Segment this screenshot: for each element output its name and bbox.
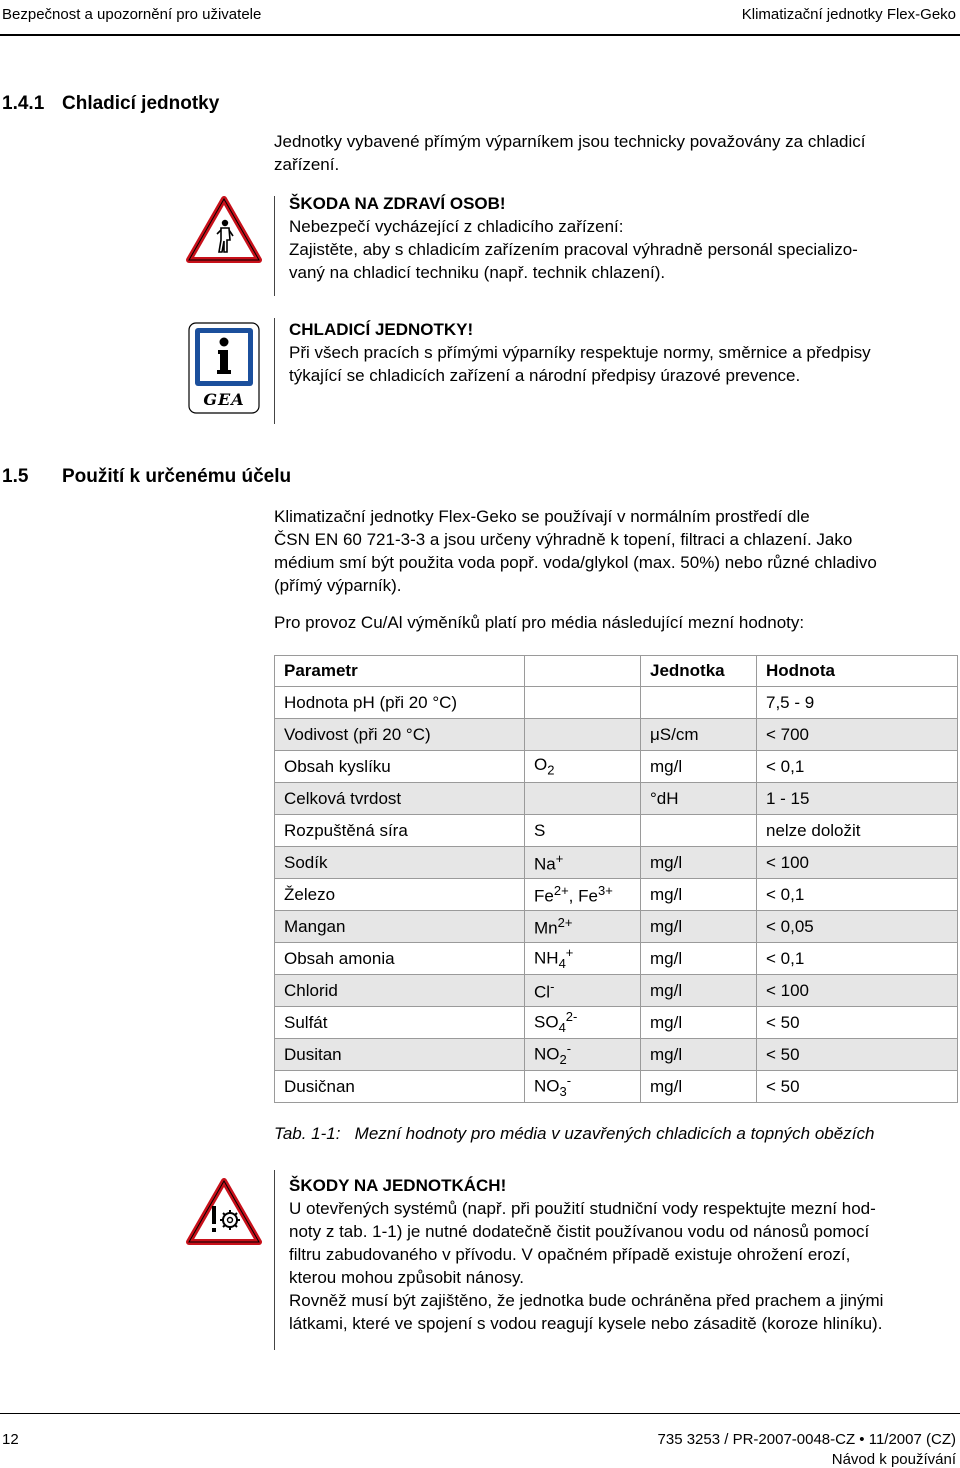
hazard-person-icon	[186, 196, 262, 264]
param-cell: Celková tvrdost	[275, 783, 525, 815]
section-heading-141	[2, 93, 219, 115]
unit-cell: mg/l	[641, 751, 757, 783]
param-cell: Sodík	[275, 847, 525, 879]
symbol-cell	[525, 719, 641, 751]
symbol-cell: $Mn^{2+}$	[525, 911, 641, 943]
symbol-cell: Na+	[525, 847, 641, 879]
unit-cell: mg/l	[641, 879, 757, 911]
warning-title: ŠKODY NA JEDNOTKÁCH!	[289, 1176, 507, 1195]
limits-table	[274, 655, 958, 1103]
warning-line: Nebezpečí vycházející z chladicího zařízení:	[289, 217, 624, 236]
value-cell: < 50	[757, 1007, 958, 1039]
warning-line: noty z tab. 1-1) je nutné dodatečně čistit používanou vodu od nánosů pomocí	[289, 1222, 870, 1241]
info-refrigeration	[289, 318, 954, 387]
value-cell: nelze doložit	[757, 815, 958, 847]
table-row	[275, 1071, 958, 1103]
warning-line: kterou mohou způsobit nánosy.	[289, 1268, 524, 1287]
unit-cell: mg/l	[641, 943, 757, 975]
header-rule	[0, 34, 960, 36]
section-number: 1.4.1	[2, 93, 45, 114]
table-header-row	[275, 656, 958, 687]
unit-cell: mg/l	[641, 911, 757, 943]
table-row	[275, 751, 958, 783]
symbol-cell: $O_2$	[525, 751, 641, 783]
document-type: Návod k používání	[831, 1451, 956, 1468]
table-row	[275, 847, 958, 879]
unit-cell: mg/l	[641, 975, 757, 1007]
value-cell: < 50	[757, 1071, 958, 1103]
caption-label: Tab. 1-1:	[274, 1124, 341, 1143]
intro-line: zařízení.	[274, 155, 340, 174]
table-row	[275, 975, 958, 1007]
table-row	[275, 783, 958, 815]
unit-cell	[641, 815, 757, 847]
section-heading-15	[2, 466, 291, 488]
header-cell: Jednotka	[641, 656, 757, 687]
param-cell: Obsah amonia	[275, 943, 525, 975]
header-cell	[525, 656, 641, 687]
header-right: Klimatizační jednotky Flex-Geko	[741, 6, 956, 23]
section-141-intro	[274, 130, 954, 176]
table-row	[275, 1007, 958, 1039]
param-cell: Sulfát	[275, 1007, 525, 1039]
unit-cell: mg/l	[641, 1071, 757, 1103]
param-cell: Vodivost (při 20 °C)	[275, 719, 525, 751]
header-left: Bezpečnost a upozornění pro uživatele	[2, 6, 262, 23]
table-caption	[274, 1124, 874, 1144]
table-row	[275, 1039, 958, 1071]
value-cell: < 0,05	[757, 911, 958, 943]
info-line: týkající se chladicích zařízení a národní předpisy úrazové prevence.	[289, 366, 801, 385]
symbol-cell: $NO_3^-$	[525, 1071, 641, 1103]
para-line: (přímý výparník).	[274, 576, 402, 595]
para-line: médium smí být použita voda popř. voda/glykol (max. 50%) nebo různé chladivo	[274, 553, 877, 572]
warning-line: látkami, které ve spojení s vodou reagují kysele nebo zásaditě (koroze hliníku).	[289, 1314, 883, 1333]
section-number: 1.5	[2, 466, 29, 487]
value-cell: < 700	[757, 719, 958, 751]
symbol-cell	[525, 687, 641, 719]
section-title: Použití k určenému účelu	[62, 466, 292, 487]
section-15-para1	[274, 505, 958, 597]
gea-logo-text: GEA	[203, 390, 245, 409]
value-cell: < 100	[757, 975, 958, 1007]
footer-rule	[0, 1413, 960, 1414]
table-row	[275, 943, 958, 975]
warning-health	[289, 192, 954, 284]
value-cell: < 0,1	[757, 751, 958, 783]
unit-cell: °dH	[641, 783, 757, 815]
caption-text: Mezní hodnoty pro média v uzavřených chladicích a topných obězích	[354, 1124, 875, 1143]
unit-cell: mg/l	[641, 847, 757, 879]
page-number: 12	[2, 1431, 19, 1448]
value-cell: 7,5 - 9	[757, 687, 958, 719]
table-row	[275, 687, 958, 719]
header-cell: Hodnota	[757, 656, 958, 687]
gea-info-icon	[188, 322, 260, 414]
warning-line: vaný na chladicí techniku (např. technik chlazení).	[289, 263, 666, 282]
warning-line: U otevřených systémů (např. při použití studniční vody respektujte mezní hod-	[289, 1199, 876, 1218]
symbol-cell: $Fe^{2+}$, $Fe^{3+}$	[525, 879, 641, 911]
header-cell: Parametr	[275, 656, 525, 687]
value-cell: < 0,1	[757, 879, 958, 911]
param-cell: Mangan	[275, 911, 525, 943]
table-row	[275, 719, 958, 751]
info-divider	[274, 318, 275, 424]
param-cell: Rozpuštěná síra	[275, 815, 525, 847]
table-row	[275, 911, 958, 943]
warning-line: Rovněž musí být zajištěno, že jednotka bude ochráněna před prachem a jinými	[289, 1291, 884, 1310]
hazard-gear-icon	[186, 1178, 262, 1246]
warning-line: Zajistěte, aby s chladicím zařízením pracoval výhradně personál specializo-	[289, 240, 858, 259]
info-line: Při všech pracích s přímými výparníky respektuje normy, směrnice a předpisy	[289, 343, 871, 362]
symbol-cell: $SO_4^{2-}$	[525, 1007, 641, 1039]
param-cell: Železo	[275, 879, 525, 911]
unit-cell: μS/cm	[641, 719, 757, 751]
warning-divider	[274, 1170, 275, 1350]
param-cell: Obsah kyslíku	[275, 751, 525, 783]
para-line: Klimatizační jednotky Flex-Geko se používají v normálním prostředí dle	[274, 507, 810, 526]
value-cell: < 100	[757, 847, 958, 879]
param-cell: Dusitan	[275, 1039, 525, 1071]
symbol-cell	[525, 783, 641, 815]
unit-cell	[641, 687, 757, 719]
value-cell: < 0,1	[757, 943, 958, 975]
table-row	[275, 879, 958, 911]
value-cell: < 50	[757, 1039, 958, 1071]
param-cell: Chlorid	[275, 975, 525, 1007]
section-title: Chladicí jednotky	[62, 93, 220, 114]
table-row	[275, 815, 958, 847]
page-header	[0, 0, 960, 36]
warning-divider	[274, 196, 275, 296]
section-15-para2: Pro provoz Cu/Al výměníků platí pro média následující mezní hodnoty:	[274, 613, 805, 632]
symbol-cell: S	[525, 815, 641, 847]
warning-equipment	[289, 1174, 957, 1335]
document-id: 735 3253 / PR-2007-0048-CZ • 11/2007 (CZ)	[657, 1431, 956, 1448]
symbol-cell: $NO_2^-$	[525, 1039, 641, 1071]
warning-line: filtru zabudovaného v přívodu. V opačném případě existuje ohrožení erozí,	[289, 1245, 851, 1264]
intro-line: Jednotky vybavené přímým výparníkem jsou technicky považovány za chladicí	[274, 132, 866, 151]
value-cell: 1 - 15	[757, 783, 958, 815]
param-cell: Hodnota pH (při 20 °C)	[275, 687, 525, 719]
symbol-cell: Cl-	[525, 975, 641, 1007]
para-line: ČSN EN 60 721-3-3 a jsou určeny výhradně k topení, filtraci a chlazení. Jako	[274, 530, 853, 549]
symbol-cell: $NH_4^+$	[525, 943, 641, 975]
param-cell: Dusičnan	[275, 1071, 525, 1103]
unit-cell: mg/l	[641, 1007, 757, 1039]
unit-cell: mg/l	[641, 1039, 757, 1071]
info-title: CHLADICÍ JEDNOTKY!	[289, 320, 474, 339]
warning-title: ŠKODA NA ZDRAVÍ OSOB!	[289, 194, 506, 213]
